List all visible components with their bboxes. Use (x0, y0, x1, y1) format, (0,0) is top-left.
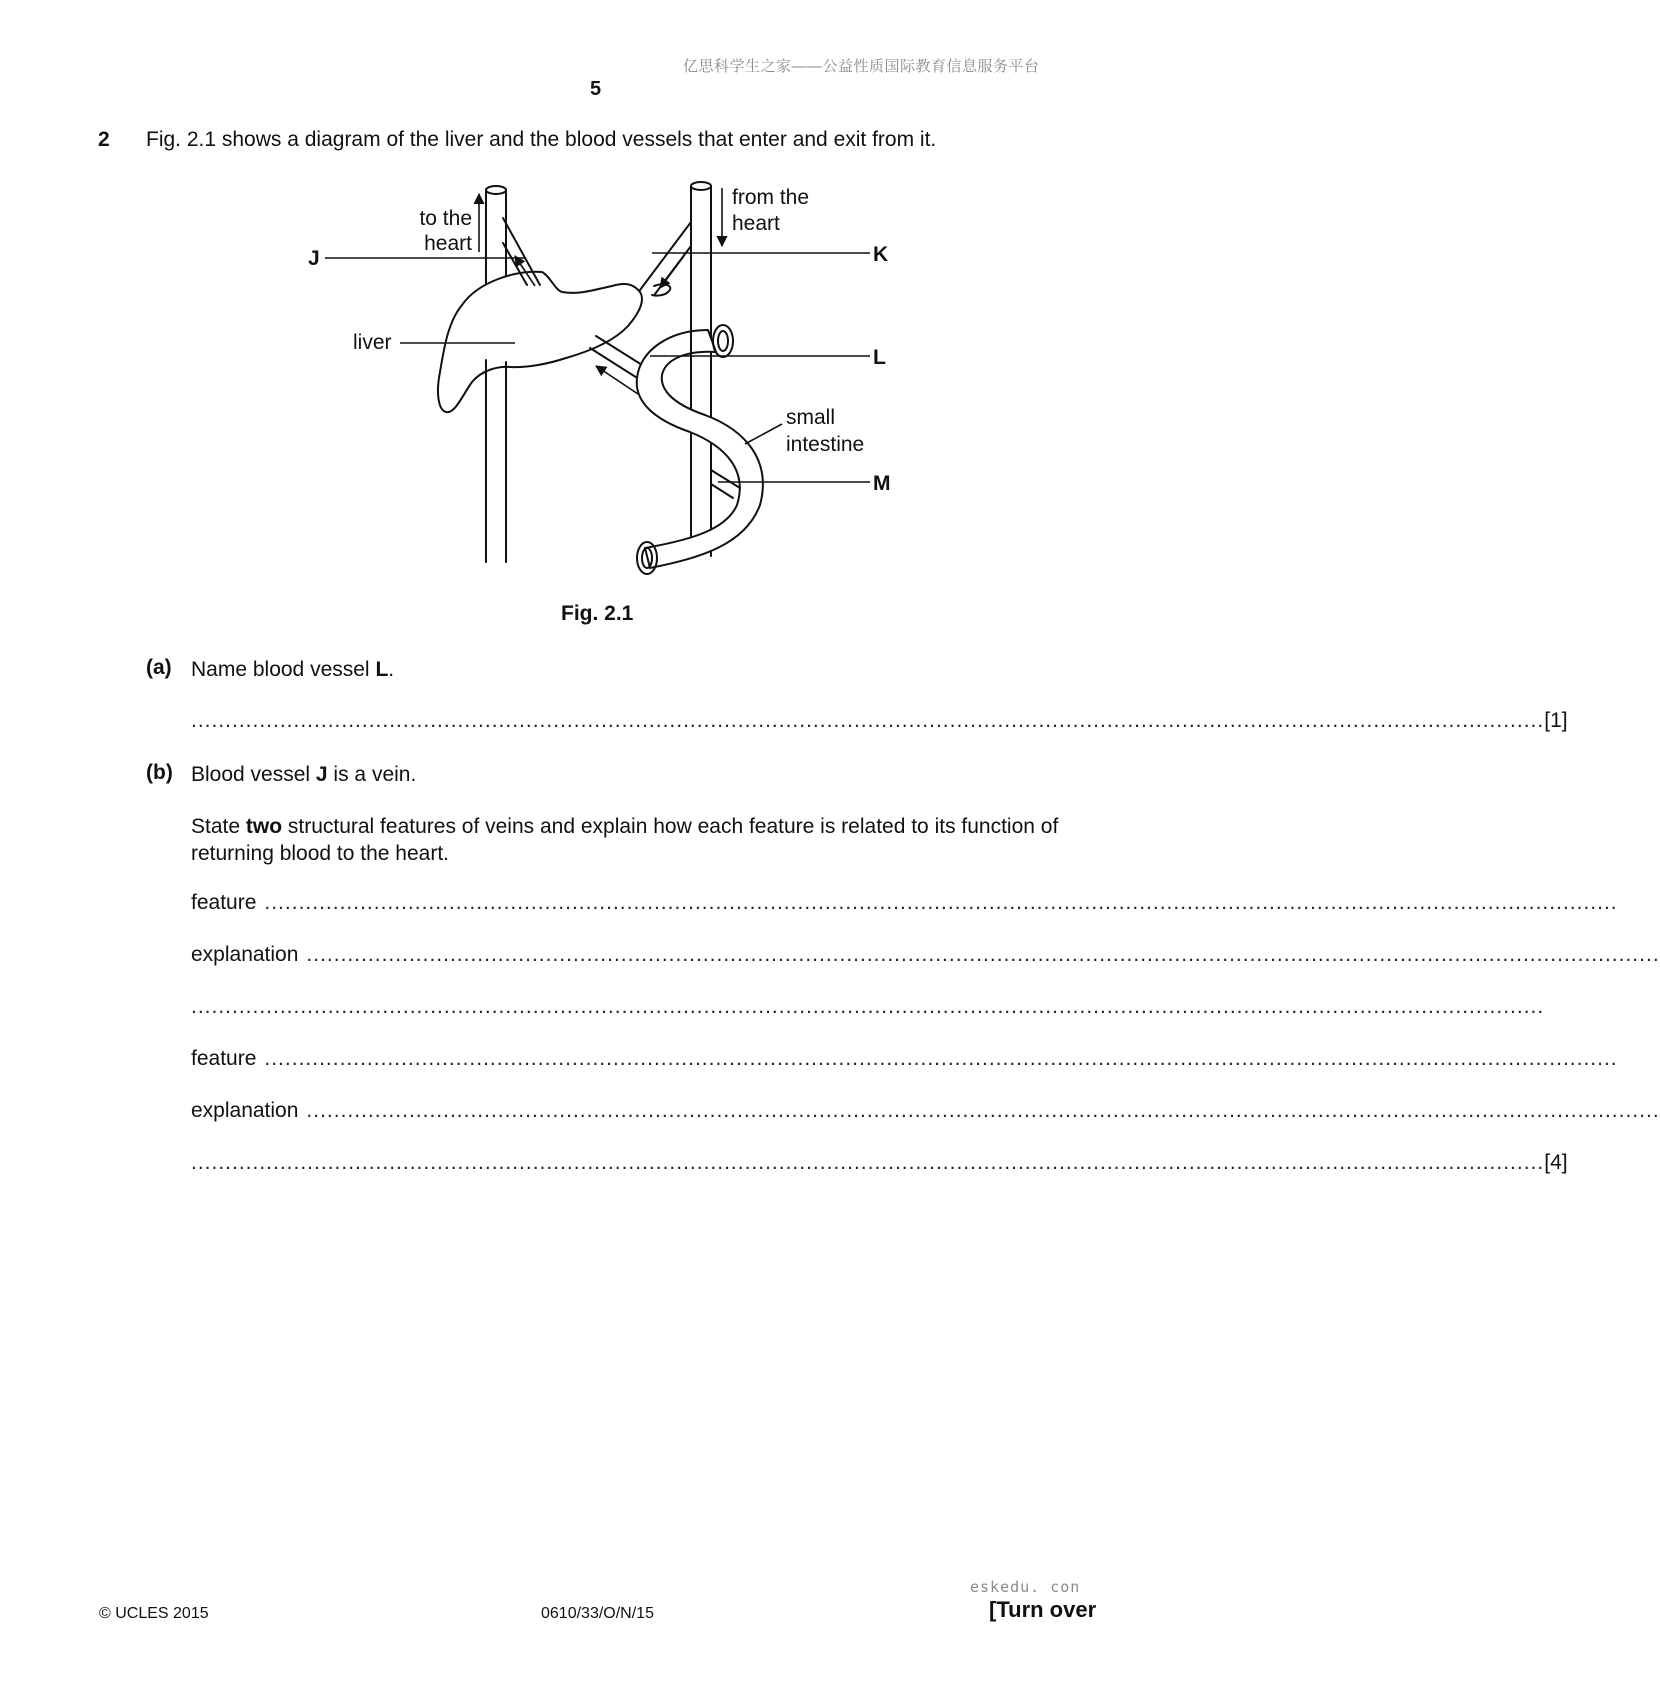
part-a-bold: L (375, 658, 389, 681)
dots: ...................................................................................................................................................................................................... (264, 1047, 1618, 1070)
part-a-end: . (388, 658, 395, 681)
right-vessel (691, 182, 711, 556)
question-number: 2 (98, 128, 110, 151)
turn-over: [Turn over (989, 1597, 1097, 1622)
label-heart-1: heart (424, 232, 472, 255)
mark-b: [4] (1544, 1151, 1568, 1174)
state-text: State (191, 815, 246, 838)
arrow-K (660, 256, 684, 288)
answer-feature-1[interactable] (191, 891, 1618, 915)
label-to-the: to the (419, 207, 472, 230)
part-b-intro (191, 761, 416, 788)
page-number: 5 (590, 78, 602, 100)
label-L: L (873, 346, 886, 369)
answer-line-a[interactable] (191, 709, 1568, 733)
feature-label: feature (191, 1047, 257, 1070)
explanation-label: explanation (191, 1099, 299, 1122)
label-K: K (873, 243, 889, 266)
answer-feature-2[interactable] (191, 1047, 1618, 1071)
state-rest: structural features of veins and explain how each feature is related to its function of returning blood to the heart. (191, 815, 1059, 865)
header-watermark: 亿思科学生之家——公益性质国际教育信息服务平台 (683, 58, 1040, 75)
state-bold: two (245, 815, 283, 838)
part-b-bold: J (315, 763, 328, 786)
mark-a: [1] (1544, 709, 1568, 732)
footer-copyright: © UCLES 2015 (99, 1605, 209, 1622)
question-stem: Fig. 2.1 shows a diagram of the liver and the blood vessels that enter and exit from it. (146, 128, 937, 151)
part-a-text: Name blood vessel (191, 658, 376, 681)
part-a-label: (a) (146, 656, 172, 679)
part-a-question (191, 656, 394, 683)
part-b-instruction (191, 813, 1101, 867)
intestine-tube (637, 330, 763, 568)
part-b-end: is a vein. (327, 763, 417, 786)
dots: ...................................................................................................................................................................................................... (264, 891, 1618, 914)
label-intestine: intestine (786, 433, 865, 456)
liver-diagram (300, 175, 900, 575)
label-J: J (308, 247, 320, 270)
dots: ...................................................................................................................................................................................................... (191, 709, 1545, 732)
label-heart-2: heart (732, 212, 780, 235)
arrow-L (596, 366, 638, 394)
answer-explanation-1-cont[interactable] (191, 995, 1545, 1019)
footer-watermark: eskedu. con (970, 1578, 1081, 1596)
dots: ...................................................................................................................................................................................................... (306, 1099, 1660, 1122)
answer-explanation-2[interactable] (191, 1099, 1660, 1123)
label-small: small (786, 406, 836, 429)
footer-code: 0610/33/O/N/15 (541, 1605, 654, 1622)
answer-explanation-1[interactable] (191, 943, 1660, 967)
label-M: M (873, 472, 891, 495)
answer-explanation-2-cont[interactable] (191, 1151, 1568, 1175)
dots: ...................................................................................................................................................................................................... (306, 943, 1660, 966)
label-from-the: from the (732, 186, 810, 209)
dots: ...................................................................................................................................................................................................... (191, 995, 1545, 1018)
part-b-text: Blood vessel (191, 763, 316, 786)
feature-label: feature (191, 891, 257, 914)
label-liver: liver (353, 331, 392, 354)
liver-shape (438, 272, 642, 412)
explanation-label: explanation (191, 943, 299, 966)
figure-caption: Fig. 2.1 (561, 602, 634, 625)
dots: ...................................................................................................................................................................................................... (191, 1151, 1545, 1174)
part-b-label: (b) (146, 761, 173, 784)
